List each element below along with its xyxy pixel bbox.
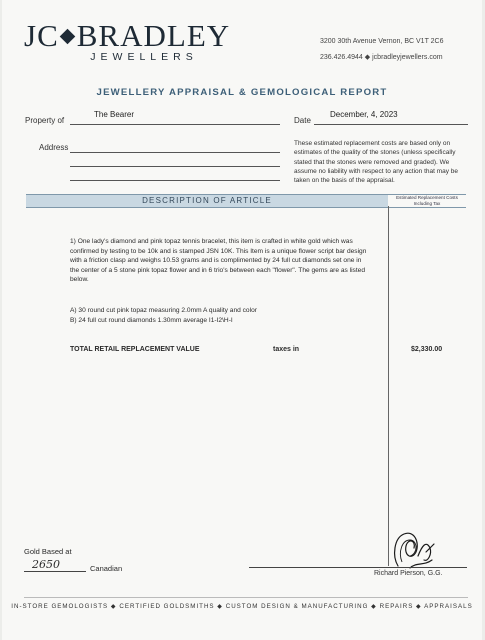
brand-logo [24,20,234,63]
description-header-bar [26,194,388,208]
cost-header: Estimated Replacement Costs Including Tax [388,194,466,208]
phone-web-line [320,50,480,66]
address-label: Address [39,143,69,152]
property-label: Property of [25,116,65,125]
gem-item: A) 30 round cut pink topaz measuring 2.0mm A quality and color [70,307,257,314]
store-phone: 236.426.4944 [320,54,363,61]
address-line-2 [70,166,280,167]
gem-list [70,306,370,326]
property-line [70,124,280,125]
appraisal-document [2,0,482,640]
gold-value: 2650 [32,558,60,571]
gem-item: B) 24 full cut round diamonds 1.30mm average I1-I2\H-I [70,317,233,324]
brand-subtitle: JEWELLERS [90,51,198,63]
store-address: 3200 30th Avenue Vernon, BC V1T 2C6 [320,38,444,45]
gold-line [24,571,86,572]
signature-line [249,567,467,568]
address-line-1 [70,152,280,153]
contact-info [320,34,480,66]
brand-initials: JC [24,18,59,53]
property-value: The Bearer [94,110,135,119]
article-description: 1) One lady's diamond and pink topaz tennis bracelet, this item is crafted in white gold which was confirmed by testing to be 10k and is stamped JSN 10K. This Item is a unique flower script bar design with a friction clasp and weighs 10.53 grams and is complimented by 24 full cut diamonds set one in the center of a 5 stone pink topaz flower and in 6 trio's between each "flower". The gems are as listed below. [70,238,367,283]
column-divider [388,206,389,566]
footer-tagline: IN-STORE GEMOLOGISTS ◆ CERTIFIED GOLDSMITHS ◆ CUSTOM DESIGN & MANUFACTURING ◆ REPAIRS ◆ APPRAISALS [11,603,473,610]
store-website: jcbradleyjewellers.com [372,54,443,61]
date-line [314,124,468,125]
gold-currency: Canadian [90,564,123,573]
total-label: TOTAL RETAIL REPLACEMENT VALUE [70,346,200,353]
tagline-divider [24,597,468,598]
disclaimer-text: These estimated replacement costs are based only on estimates of the quality of the stones (unless specifically stated that the stones were removed and graded). We assume no liability with respect to any action that may be taken on the basis of the appraisal. [294,140,459,185]
gold-label: Gold Based at [24,547,72,556]
diamond-separator-icon: ◆ [364,54,371,61]
address-line-3 [70,180,280,181]
taxes-note: taxes in [273,346,300,353]
total-value: $2,330.00 [411,346,443,353]
report-title: JEWELLERY APPRAISAL & GEMOLOGICAL REPORT [96,87,388,98]
brand-surname: BRADLEY [76,18,231,53]
signer-name: Richard Pierson, G.G. [374,570,443,577]
date-value: December, 4, 2023 [330,110,398,119]
description-header: DESCRIPTION OF ARTICLE [142,196,272,205]
date-label: Date [294,116,311,125]
diamond-icon [59,29,75,45]
signature-icon [390,526,440,572]
brand-name [24,20,234,52]
